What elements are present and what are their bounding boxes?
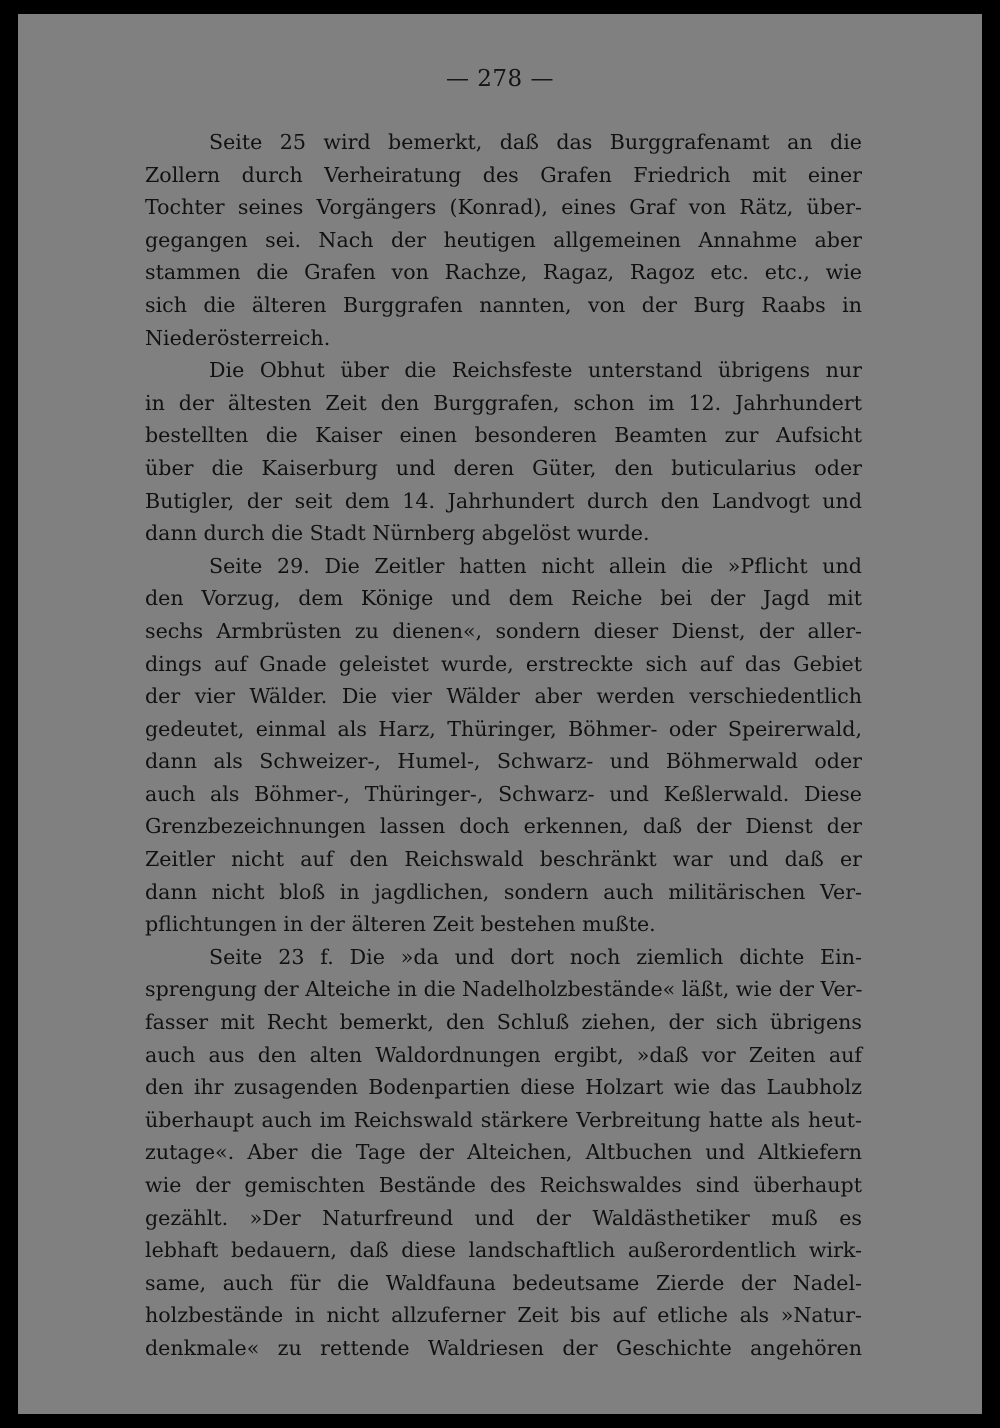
text-line: auch als Böhmer-, Thüringer-, Schwarz- und Keßlerwald. Diese bbox=[145, 781, 862, 806]
text-line: Grenzbezeichnungen lassen doch erkennen, daß der Dienst der bbox=[145, 814, 862, 839]
text-line: pflichtungen in der älteren Zeit bestehen mußte. bbox=[145, 912, 656, 937]
page-number: — 278 — bbox=[445, 66, 555, 92]
text-line: fasser mit Recht bemerkt, den Schluß ziehen, der sich übrigens bbox=[145, 1010, 862, 1035]
text-line: sprengung der Alteiche in die Nadelholzbestände« läßt, wie der Ver- bbox=[145, 977, 863, 1002]
text-line: zutage«. Aber die Tage der Alteichen, Altbuchen und Altkiefern bbox=[145, 1140, 862, 1165]
text-line: der vier Wälder. Die vier Wälder aber werden verschiedentlich bbox=[145, 684, 862, 709]
text-line: auch aus den alten Waldordnungen ergibt, »daß vor Zeiten auf bbox=[145, 1042, 862, 1067]
text-line: Seite 25 wird bemerkt, daß das Burggrafenamt an die bbox=[209, 130, 862, 154]
text-line: gegangen sei. Nach der heutigen allgemeinen Annahme aber bbox=[145, 227, 862, 252]
text-line: den Vorzug, dem Könige und dem Reiche bei der Jagd mit bbox=[145, 586, 862, 611]
text-line: Butigler, der seit dem 14. Jahrhundert durch den Landvogt und bbox=[145, 488, 862, 513]
text-line: stammen die Grafen von Rachze, Ragaz, Ragoz etc. etc., wie bbox=[145, 260, 862, 285]
text-line: überhaupt auch im Reichswald stärkere Verbreitung hatte als heut- bbox=[145, 1107, 862, 1132]
book-page bbox=[18, 14, 982, 1414]
text-line: in der ältesten Zeit den Burggrafen, schon im 12. Jahrhundert bbox=[145, 390, 862, 415]
text-line: sechs Armbrüsten zu dienen«, sondern dieser Dienst, der aller- bbox=[145, 618, 862, 643]
text-line: holzbestände in nicht allzuferner Zeit bis auf etliche als »Natur- bbox=[145, 1303, 862, 1328]
text-line: dings auf Gnade geleistet wurde, erstreckte sich auf das Gebiet bbox=[145, 651, 862, 676]
text-line: Die Obhut über die Reichsfeste unterstand übrigens nur bbox=[209, 358, 862, 383]
text-line: Seite 29. Die Zeitler hatten nicht allein die »Pflicht und bbox=[209, 553, 862, 578]
text-line: Seite 23 f. Die »da und dort noch ziemlich dichte Ein- bbox=[209, 944, 862, 969]
text-line: über die Kaiserburg und deren Güter, den buticularius oder bbox=[145, 455, 862, 480]
text-line: dann als Schweizer-, Humel-, Schwarz- und Böhmerwald oder bbox=[145, 749, 862, 774]
text-line: dann durch die Stadt Nürnberg abgelöst wurde. bbox=[145, 521, 650, 546]
text-line: dann nicht bloß in jagdlichen, sondern auch militärischen Ver- bbox=[145, 879, 862, 904]
text-line: Niederösterreich. bbox=[145, 325, 331, 350]
body-text bbox=[145, 126, 862, 1365]
text-line: Zollern durch Verheiratung des Grafen Friedrich mit einer bbox=[145, 162, 862, 187]
text-line: gezählt. »Der Naturfreund und der Waldästhetiker muß es bbox=[145, 1205, 862, 1230]
text-line: Tochter seines Vorgängers (Konrad), eines Graf von Rätz, über- bbox=[145, 195, 862, 220]
text-line: denkmale« zu rettende Waldriesen der Geschichte angehören bbox=[145, 1335, 862, 1360]
text-line: Zeitler nicht auf den Reichswald beschränkt war und daß er bbox=[145, 847, 862, 872]
text-line: wie der gemischten Bestände des Reichswaldes sind überhaupt bbox=[145, 1173, 862, 1197]
text-line: den ihr zusagenden Bodenpartien diese Holzart wie das Laubholz bbox=[145, 1075, 862, 1100]
text-line: gedeutet, einmal als Harz, Thüringer, Böhmer- oder Speirerwald, bbox=[145, 716, 862, 741]
text-line: bestellten die Kaiser einen besonderen Beamten zur Aufsicht bbox=[145, 423, 862, 448]
text-line: same, auch für die Waldfauna bedeutsame Zierde der Nadel- bbox=[145, 1270, 862, 1295]
text-line: lebhaft bedauern, daß diese landschaftlich außerordentlich wirk- bbox=[145, 1238, 862, 1263]
text-line: sich die älteren Burggrafen nannten, von der Burg Raabs in bbox=[145, 292, 862, 317]
